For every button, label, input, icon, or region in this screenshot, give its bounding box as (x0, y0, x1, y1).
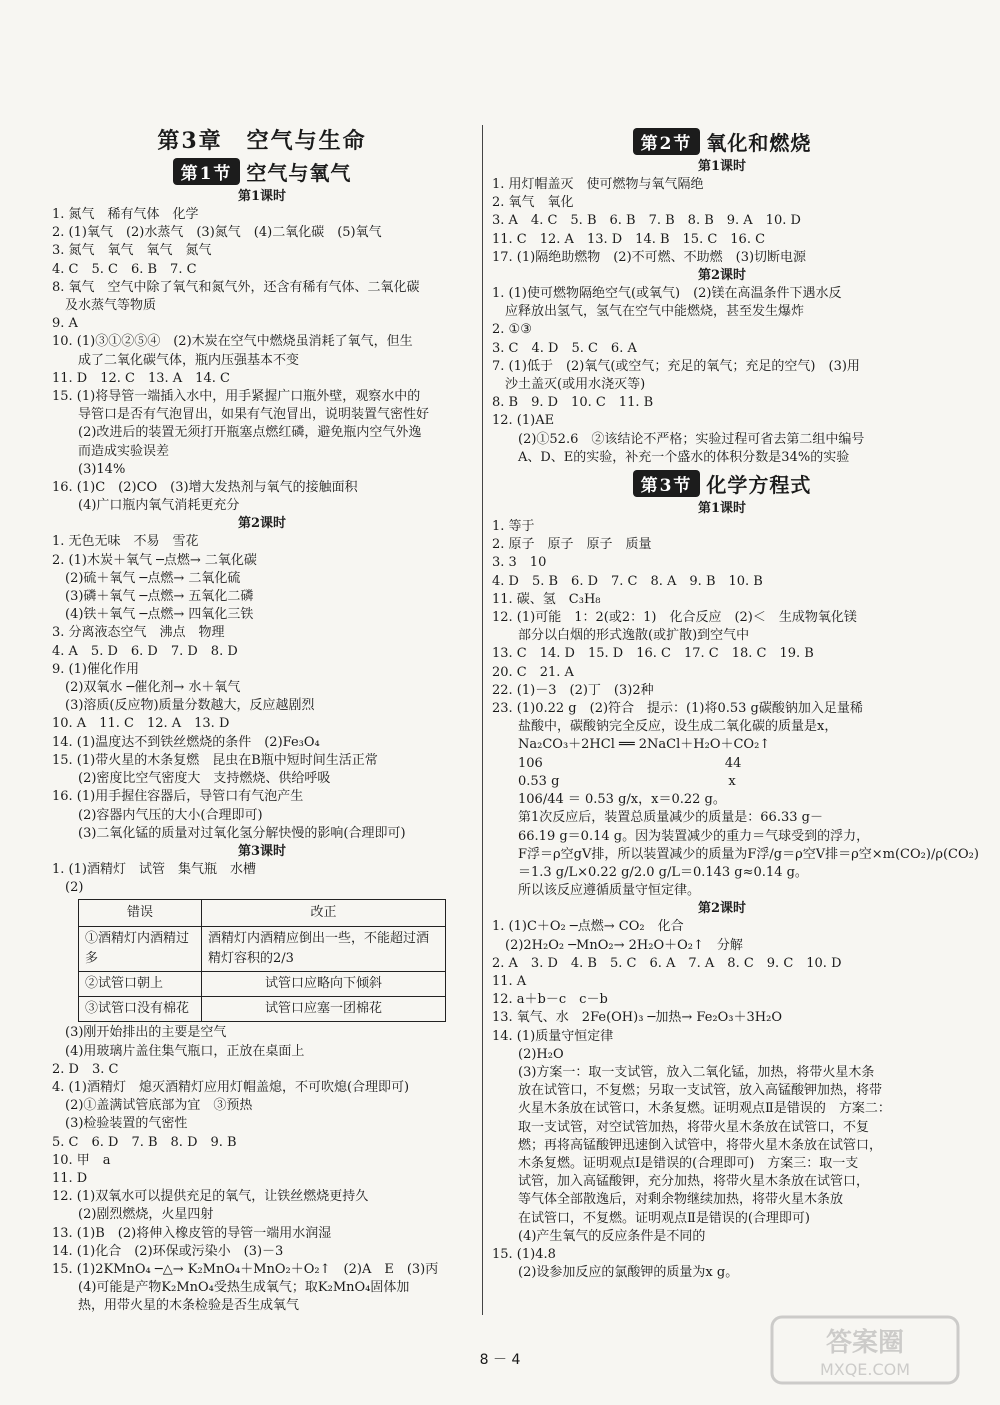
answer-line: 4. D 5. B 6. D 7. C 8. A 9. B 10. B (492, 573, 763, 589)
answer-line: 及水蒸气等物质 (52, 298, 157, 314)
answer-line: 22. (1)－3 (2)丁 (3)2种 (492, 682, 654, 698)
answer-line: 11. A (492, 973, 527, 989)
table-cell: ②试管口朝上 (79, 972, 202, 997)
table-cell: 酒精灯内酒精应倒出一些，不能超过酒精灯容积的2/3 (202, 927, 446, 972)
section-2-header (492, 127, 952, 156)
answer-line: 23. (1)0.22 g (2)符合 提示：(1)将0.53 g碳酸钠加入足量稀 (492, 701, 863, 717)
answer-line: 2. ①③ (492, 322, 532, 338)
answer-line: 1. 等于 (492, 519, 535, 535)
answer-line: 10. 甲 a (52, 1152, 111, 1168)
answer-block (492, 518, 979, 900)
answer-line: 2. A 3. D 4. B 5. C 6. A 7. A 8. C 9. C 10. D (492, 955, 842, 971)
answer-line: 20. C 21. A (492, 664, 574, 680)
answer-line: 106 44 (492, 755, 742, 771)
table-row (79, 997, 446, 1022)
table-cell: 试管口应略向下倾斜 (202, 972, 446, 997)
lesson-heading: 第2课时 (697, 268, 747, 284)
table-row (79, 927, 446, 972)
svg-text:MXQE.COM: MXQE.COM (819, 1360, 911, 1379)
answer-line: 2. (1)木炭＋氧气 ─点燃→ 二氧化碳 (52, 552, 257, 568)
answer-line: 所以该反应遵循质量守恒定律。 (492, 883, 701, 899)
answer-line: 1. (1)使可燃物隔绝空气(或氧气) (2)镁在高温条件下遇水反 (492, 286, 842, 302)
answer-line: 15. (1)2KMnO₄ ─△→ K₂MnO₄＋MnO₂＋O₂↑ (2)A E (3)丙 (52, 1261, 439, 1277)
chapter-title: 第3章 空气与生命 (157, 128, 367, 154)
lesson-heading: 第2课时 (237, 516, 287, 532)
answer-line: 4. (1)酒精灯 熄灭酒精灯应用灯帽盖熄，不可吹熄(合理即可) (52, 1079, 410, 1095)
answer-line: 11. D (52, 1170, 88, 1186)
answer-line: 成了二氧化碳气体，瓶内压强基本不变 (52, 352, 300, 368)
answer-line: 3. 3 10 (492, 555, 547, 571)
table-cell: ③试管口没有棉花 (79, 997, 202, 1022)
answer-line: 0.53 g x (492, 773, 736, 789)
answer-line: 导管口是否有气泡冒出，如果有气泡冒出，说明装置气密性好 (52, 407, 430, 423)
answer-line: 2. 氧气 氧化 (492, 195, 574, 211)
answer-line: 10. (1)③①②⑤④ (2)木炭在空气中燃烧虽消耗了氧气，但生 (52, 334, 413, 350)
answer-line: 3. 氮气 氧气 氧气 氮气 (52, 243, 212, 259)
table-header-fix: 改正 (202, 900, 446, 927)
answer-line: 第1次反应后，装置总质量减少的质量是：66.33 g－ (492, 810, 823, 826)
answer-line: (2)硫＋氧气 ─点燃→ 二氧化硫 (52, 570, 241, 586)
answer-line: 木条复燃。证明观点Ⅰ是错误的(合理即可) 方案三：取一支 (492, 1155, 859, 1171)
page-number: 8 － 4 (479, 1352, 521, 1368)
lesson-heading: 第3课时 (237, 843, 287, 859)
answer-line: 盐酸中，碳酸钠完全反应，设生成二氧化碳的质量是x， (492, 719, 838, 735)
answer-line: 12. a＋b－c c－b (492, 992, 608, 1008)
answer-line: 11. 碳、氢 C₃H₈ (492, 591, 601, 607)
answer-line: 1. 用灯帽盖灭 使可燃物与氧气隔绝 (492, 177, 704, 192)
answer-line: 4. C 5. C 6. B 7. C (52, 261, 197, 277)
answer-line: 7. (1)低于 (2)氧气(或空气；充足的氧气；充足的空气) (3)用 (492, 358, 860, 374)
left-column (52, 125, 472, 1316)
answer-line: (2)2H₂O₂ ─MnO₂→ 2H₂O＋O₂↑ 分解 (492, 937, 743, 953)
answer-line: 15. (1)带火星的木条复燃 昆虫在B瓶中短时间生活正常 (52, 752, 378, 768)
answer-line: 16. (1)C (2)CO (3)增大发热剂与氧气的接触面积 (52, 480, 358, 496)
answer-line: 1. 氮气 稀有气体 化学 (52, 207, 199, 222)
answer-line: 8. B 9. D 10. C 11. B (492, 395, 654, 411)
section-badge: 第3节 (633, 470, 701, 497)
answer-line: 3. 分离液态空气 沸点 物理 (52, 625, 225, 641)
answer-line: (3)二氧化锰的质量对过氧化氢分解快慢的影响(合理即可) (52, 825, 406, 841)
answer-line: 部分以白烟的形式逸散(或扩散)到空气中 (492, 628, 750, 644)
answer-line: 等气体全部散逸后，对剩余物继续加热，将带火星木条放 (492, 1192, 844, 1208)
lesson-heading: 第1课时 (697, 159, 747, 174)
answer-line: 1. 无色无味 不易 雪花 (52, 534, 199, 550)
answer-line: ＝1.3 g/L×0.22 g/2.0 g/L＝0.143 g≈0.14 g。 (492, 864, 808, 880)
section-1-header (52, 157, 472, 186)
answer-line: 而造成实验误差 (52, 443, 170, 459)
answer-line: 4. A 5. D 6. D 7. D 8. D (52, 643, 238, 659)
answer-line: 14. (1)质量守恒定律 (492, 1028, 614, 1044)
table-cell: 试管口应塞一团棉花 (202, 997, 446, 1022)
svg-text:答案圈: 答案圈 (825, 1328, 905, 1358)
answer-block (52, 861, 472, 897)
answer-line: A、D、E的实验，补充一个盛水的体积分数是34%的实验 (492, 449, 850, 465)
answer-line: 106/44 ＝ 0.53 g/x，x＝0.22 g。 (492, 792, 726, 808)
answer-line: 12. (1)可能 1：2(或2：1) 化合反应 (2)＜ 生成物氧化镁 (492, 610, 857, 626)
answer-line: (2)①盖满试管底部为宜 ③预热 (52, 1098, 253, 1114)
answer-line: (4)产生氧气的反应条件是不同的 (492, 1228, 706, 1244)
answer-line: (3)刚开始排出的主要是空气 (52, 1025, 227, 1041)
answer-block (492, 285, 952, 467)
answer-line: (4)可能是产物K₂MnO₄受热生成氧气；取K₂MnO₄固体加 (52, 1280, 410, 1296)
answer-line: 试管，加入高锰酸钾，充分加热，将带火星木条放在试管口， (492, 1174, 870, 1190)
answer-line: 10. A 11. C 12. A 13. D (52, 716, 230, 732)
section-badge: 第2节 (633, 128, 701, 155)
answer-line: 9. A (52, 316, 78, 332)
answer-block (492, 176, 952, 267)
error-correction-table (78, 899, 446, 1022)
answer-line: 8. 氧气 空气中除了氧气和氮气外，还含有稀有气体、二氧化碳 (52, 279, 420, 295)
lesson-heading: 第1课时 (697, 501, 747, 517)
answer-line: 12. (1)AE (492, 413, 555, 429)
answer-line: 15. (1)4.8 (492, 1246, 556, 1262)
answer-line: 13. (1)B (2)将伸入橡皮管的导管一端用水润湿 (52, 1225, 332, 1241)
section-title: 氧化和燃烧 (706, 131, 812, 155)
answer-line: (3)溶质(反应物)质量分数越大，反应越剧烈 (52, 698, 315, 714)
lesson-heading: 第1课时 (237, 189, 287, 204)
answer-line: (2)改进后的装置无须打开瓶塞点燃红磷，避免瓶内空气外逸 (52, 425, 422, 441)
answer-line: (3)检验装置的气密性 (52, 1116, 188, 1132)
section-3-header (492, 469, 952, 498)
answer-line: 火星木条放在试管口，木条复燃。证明观点Ⅱ是错误的 方案二： (492, 1101, 891, 1117)
answer-line: 15. (1)将导管一端插入水中，用手紧握广口瓶外壁，观察水中的 (52, 389, 421, 405)
answer-line: 2. 原子 原子 原子 质量 (492, 537, 652, 553)
answer-line: (3)方案一：取一支试管，放入二氧化锰，加热，将带火星木条 (492, 1064, 875, 1080)
answer-line: 热，用带火星的木条检验是否生成氧气 (52, 1298, 300, 1314)
section-badge: 第1节 (173, 158, 241, 185)
answer-line: (2)双氧水 ─催化剂→ 水＋氧气 (52, 680, 241, 696)
answer-line: (2)剧烈燃烧，火星四射 (52, 1207, 214, 1223)
answer-line: (2)容器内气压的大小(合理即可) (52, 807, 263, 823)
answer-line: 3. A 4. C 5. B 6. B 7. B 8. B 9. A 10. D (492, 213, 801, 229)
answer-line: 2. (1)氧气 (2)水蒸气 (3)氮气 (4)二氧化碳 (5)氧气 (52, 225, 382, 241)
answer-line: (2)密度比空气密度大 支持燃烧、供给呼吸 (52, 771, 331, 787)
answer-line: (4)广口瓶内氧气消耗更充分 (52, 498, 240, 514)
answer-line: 16. (1)用手握住容器后，导管口有气泡产生 (52, 789, 304, 805)
answer-line: 1. (1)酒精灯 试管 集气瓶 水槽 (52, 861, 256, 877)
answer-line: 5. C 6. D 7. B 8. D 9. B (52, 1134, 237, 1150)
answer-line: Na₂CO₃＋2HCl ══ 2NaCl＋H₂O＋CO₂↑ (492, 737, 771, 753)
column-divider (482, 125, 483, 1315)
answer-block (52, 1024, 472, 1315)
answer-line: 9. (1)催化作用 (52, 661, 139, 677)
answer-line: 应释放出氢气，氢气在空气中能燃烧，甚至发生爆炸 (492, 304, 805, 320)
answer-line: 66.19 g＝0.14 g。因为装置减少的重力＝气球受到的浮力， (492, 828, 870, 844)
answer-line: 12. (1)双氧水可以提供充足的氧气，让铁丝燃烧更持久 (52, 1189, 369, 1205)
answer-line: (3)14% (52, 461, 126, 477)
answer-line: 13. 氧气、水 2Fe(OH)₃ ─加热→ Fe₂O₃＋3H₂O (492, 1010, 782, 1026)
table-cell: ①酒精灯内酒精过多 (79, 927, 202, 972)
table-row (79, 972, 446, 997)
answer-line: 沙土盖灭(或用水浇灭等) (492, 377, 646, 393)
answer-line: 11. D 12. C 13. A 14. C (52, 370, 230, 386)
section-title: 空气与氧气 (246, 161, 352, 185)
table-header-error: 错误 (79, 900, 202, 927)
answer-line: 放在试管口，不复燃；另取一支试管，放入高锰酸钾加热，将带 (492, 1083, 883, 1099)
answer-block (52, 533, 472, 842)
answer-line: 在试管口，不复燃。证明观点Ⅱ是错误的(合理即可) (492, 1210, 810, 1226)
watermark-logo (770, 1315, 960, 1385)
answer-line: F浮＝ρ空gV排，所以装置减少的质量为F浮/g＝ρ空V排＝ρ空×m(CO₂)/ρ(CO₂) (492, 846, 979, 862)
answer-line: (2)H₂O (492, 1046, 564, 1062)
answer-line: 11. C 12. A 13. D 14. B 15. C 16. C (492, 231, 766, 247)
answer-line: (4)用玻璃片盖住集气瓶口，正放在桌面上 (52, 1043, 305, 1059)
answer-line: (2) (52, 880, 84, 896)
answer-line: (4)铁＋氧气 ─点燃→ 四氧化三铁 (52, 607, 254, 623)
answer-line: 1. (1)C＋O₂ ─点燃→ CO₂ 化合 (492, 919, 684, 935)
answer-block (492, 918, 952, 1282)
right-column (492, 125, 979, 1282)
answer-line: 燃；再将高锰酸钾迅速倒入试管中，将带火星木条放在试管口， (492, 1137, 883, 1153)
answer-line: 13. C 14. D 15. D 16. C 17. C 18. C 19. B (492, 646, 814, 662)
answer-line: (3)磷＋氧气 ─点燃→ 五氧化二磷 (52, 589, 254, 605)
answer-line: (2)①52.6 ②该结论不严格；实验过程可省去第二组中编号 (492, 431, 865, 447)
answer-block (52, 206, 472, 515)
answer-line: 取一支试管，对空试管加热，将带火星木条放在试管口，不复 (492, 1119, 870, 1135)
answer-line: 3. C 4. D 5. C 6. A (492, 340, 637, 356)
answer-line: 2. D 3. C (52, 1061, 119, 1077)
answer-line: 17. (1)隔绝助燃物 (2)不可燃、不助燃 (3)切断电源 (492, 249, 807, 265)
answer-line: 14. (1)温度达不到铁丝燃烧的条件 (2)Fe₃O₄ (52, 734, 320, 750)
section-title: 化学方程式 (706, 473, 812, 498)
lesson-heading: 第2课时 (697, 901, 747, 917)
answer-line: 14. (1)化合 (2)环保或污染小 (3)－3 (52, 1243, 284, 1259)
answer-line: (2)设参加反应的氯酸钾的质量为x g。 (492, 1265, 739, 1281)
